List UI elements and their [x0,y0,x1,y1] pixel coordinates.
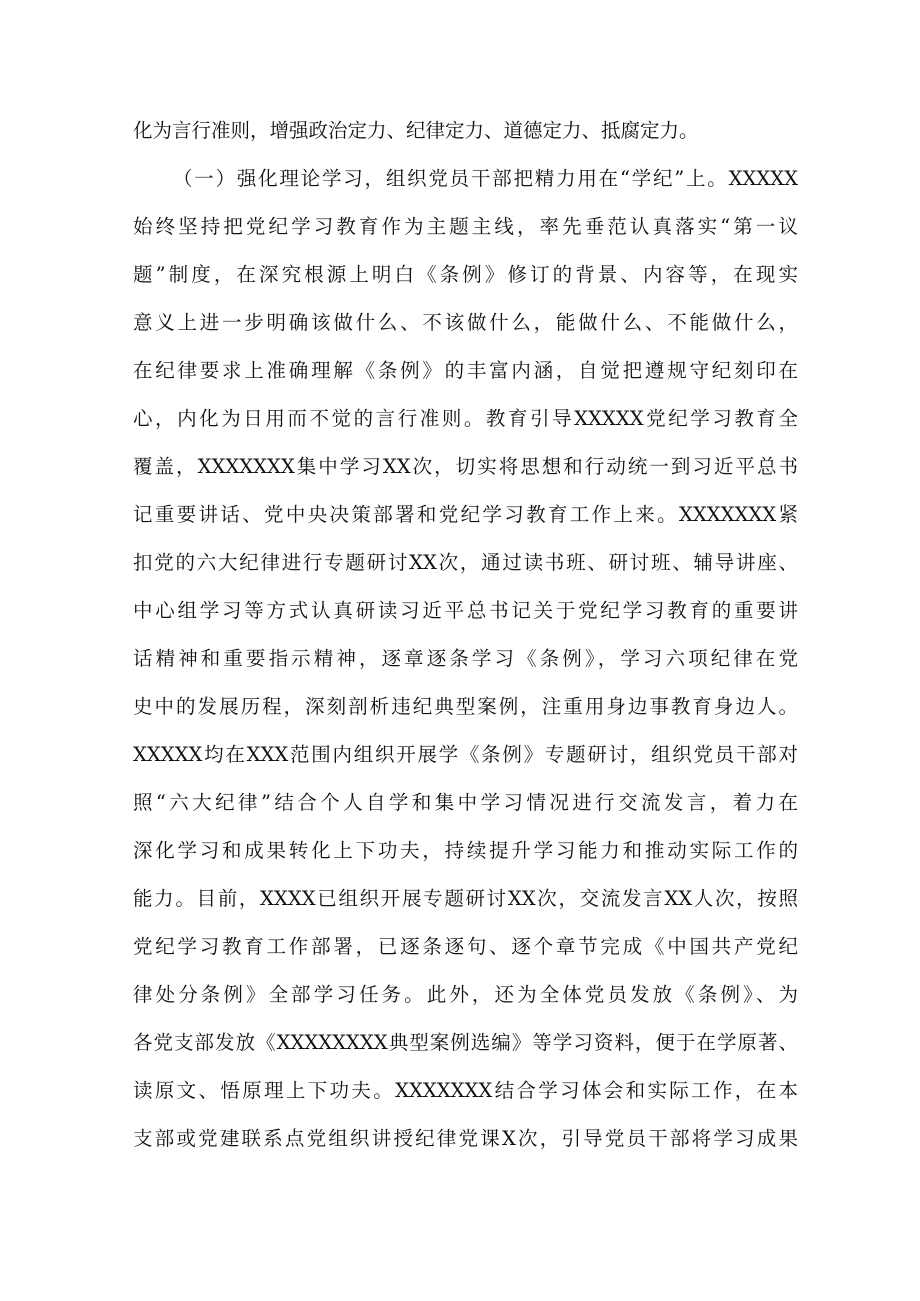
text-line-4: 题”制度，在深究根源上明白《条例》修订的背景、内容等，在现实 [133,263,798,286]
text-line-19: 律处分条例》全部学习任务。此外，还为全体党员发放《条例》、为 [133,983,798,1006]
text-line-12: 话精神和重要指示精神，逐章逐条学习《条例》，学习六项纪律在党 [133,647,798,670]
text-line-9: 记重要讲话、党中央决策部署和党纪学习教育工作上来。XXXXXXX紧 [133,503,798,526]
text-line-16: 深化学习和成果转化上下功夫，持续提升学习能力和推动实际工作的 [133,839,798,862]
text-line-13: 史中的发展历程，深刻剖析违纪典型案例，注重用身边事教育身边人。 [133,695,798,718]
text-line-20: 各党支部发放《XXXXXXXX典型案例选编》等学习资料，便于在学原著、 [133,1031,798,1054]
text-line-6: 在纪律要求上准确理解《条例》的丰富内涵，自觉把遵规守纪刻印在 [133,359,798,382]
text-line-3: 始终坚持把党纪学习教育作为主题主线，率先垂范认真落实“第一议 [133,215,798,238]
text-line-8: 覆盖，XXXXXXX集中学习XX次，切实将思想和行动统一到习近平总书 [133,455,798,478]
text-line-1: 化为言行准则，增强政治定力、纪律定力、道德定力、抵腐定力。 [133,119,699,142]
text-line-17: 能力。目前，XXXX已组织开展专题研讨XX次，交流发言XX人次，按照 [133,887,798,910]
text-line-11: 中心组学习等方式认真研读习近平总书记关于党纪学习教育的重要讲 [133,599,798,622]
text-line-14: XXXXX均在XXX范围内组织开展学《条例》专题研讨，组织党员干部对 [133,743,798,766]
text-line-21: 读原文、悟原理上下功夫。XXXXXXX结合学习体会和实际工作，在本 [133,1079,798,1102]
text-line-10: 扣党的六大纪律进行专题研讨XX次，通过读书班、研讨班、辅导讲座、 [133,551,798,574]
text-line-15: 照“六大纪律”结合个人自学和集中学习情况进行交流发言，着力在 [133,791,798,814]
text-line-18: 党纪学习教育工作部署，已逐条逐句、逐个章节完成《中国共产党纪 [133,935,798,958]
text-line-22: 支部或党建联系点党组织讲授纪律党课X次，引导党员干部将学习成果 [133,1127,798,1150]
text-line-7: 心，内化为日用而不觉的言行准则。教育引导XXXXX党纪学习教育全 [133,407,798,430]
text-line-5: 意义上进一步明确该做什么、不该做什么，能做什么、不能做什么， [133,311,798,334]
section-heading-line: （一）强化理论学习，组织党员干部把精力用在“学纪”上。XXXXX [173,167,798,190]
